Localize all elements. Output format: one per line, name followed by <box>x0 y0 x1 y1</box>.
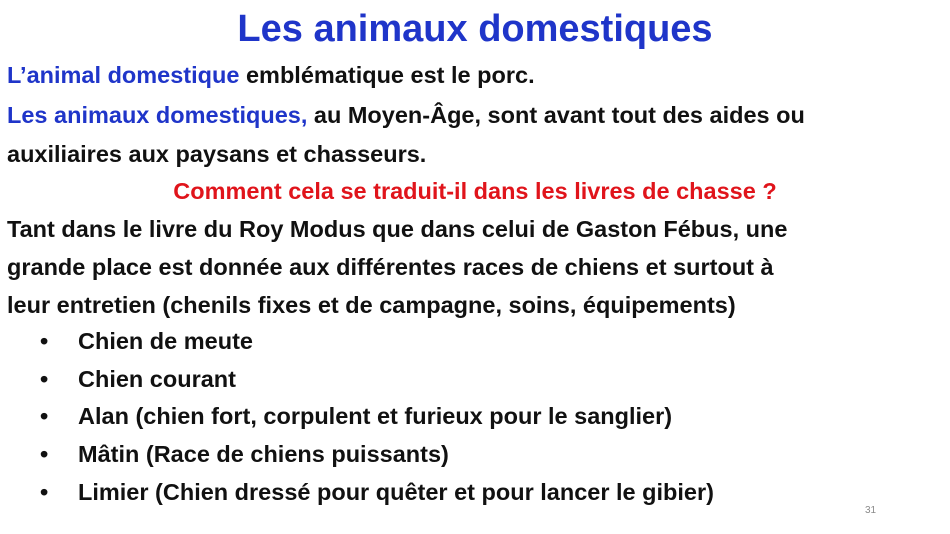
list-item <box>38 439 714 477</box>
list-item-text: Alan (chien fort, corpulent et furieux pour le sanglier) <box>78 403 673 430</box>
intro-line-2 <box>7 100 805 130</box>
dog-breed-list <box>38 326 714 514</box>
bullet-icon: • <box>40 403 49 430</box>
question-line: Comment cela se traduit-il dans les livres de chasse ? <box>173 178 777 204</box>
list-item <box>38 477 714 515</box>
bullet-icon: • <box>40 328 49 354</box>
paragraph-line-1: Tant dans le livre du Roy Modus que dans celui de Gaston Fébus, une <box>7 216 788 242</box>
list-item <box>38 326 714 364</box>
bullet-icon: • <box>40 478 49 505</box>
intro-line-3: auxiliaires aux paysans et chasseurs. <box>7 141 427 167</box>
list-item <box>38 364 714 402</box>
page-number: 31 <box>865 505 877 516</box>
intro-text-2: au Moyen-Âge, sont avant tout des aides ou <box>307 102 805 128</box>
paragraph-line-3: leur entretien (chenils fixes et de campagne, soins, équipements) <box>7 292 736 318</box>
bullet-icon: • <box>40 441 49 468</box>
paragraph-line-2: grande place est donnée aux différentes races de chiens et surtout à <box>7 254 774 280</box>
intro-line-1 <box>7 60 535 90</box>
list-item-text: Chien de meute <box>78 328 253 354</box>
intro-text-1: emblématique est le porc. <box>239 62 535 88</box>
list-item-text: Limier (Chien dressé pour quêter et pour lancer le gibier) <box>78 478 714 505</box>
intro-highlight-2: Les animaux domestiques, <box>7 102 308 128</box>
list-item-text: Mâtin (Race de chiens puissants) <box>78 441 449 468</box>
bullet-icon: • <box>40 365 49 392</box>
slide-title: Les animaux domestiques <box>237 8 713 50</box>
intro-highlight-1: L’animal domestique <box>7 62 240 88</box>
list-item-text: Chien courant <box>78 365 236 392</box>
list-item <box>38 401 714 439</box>
